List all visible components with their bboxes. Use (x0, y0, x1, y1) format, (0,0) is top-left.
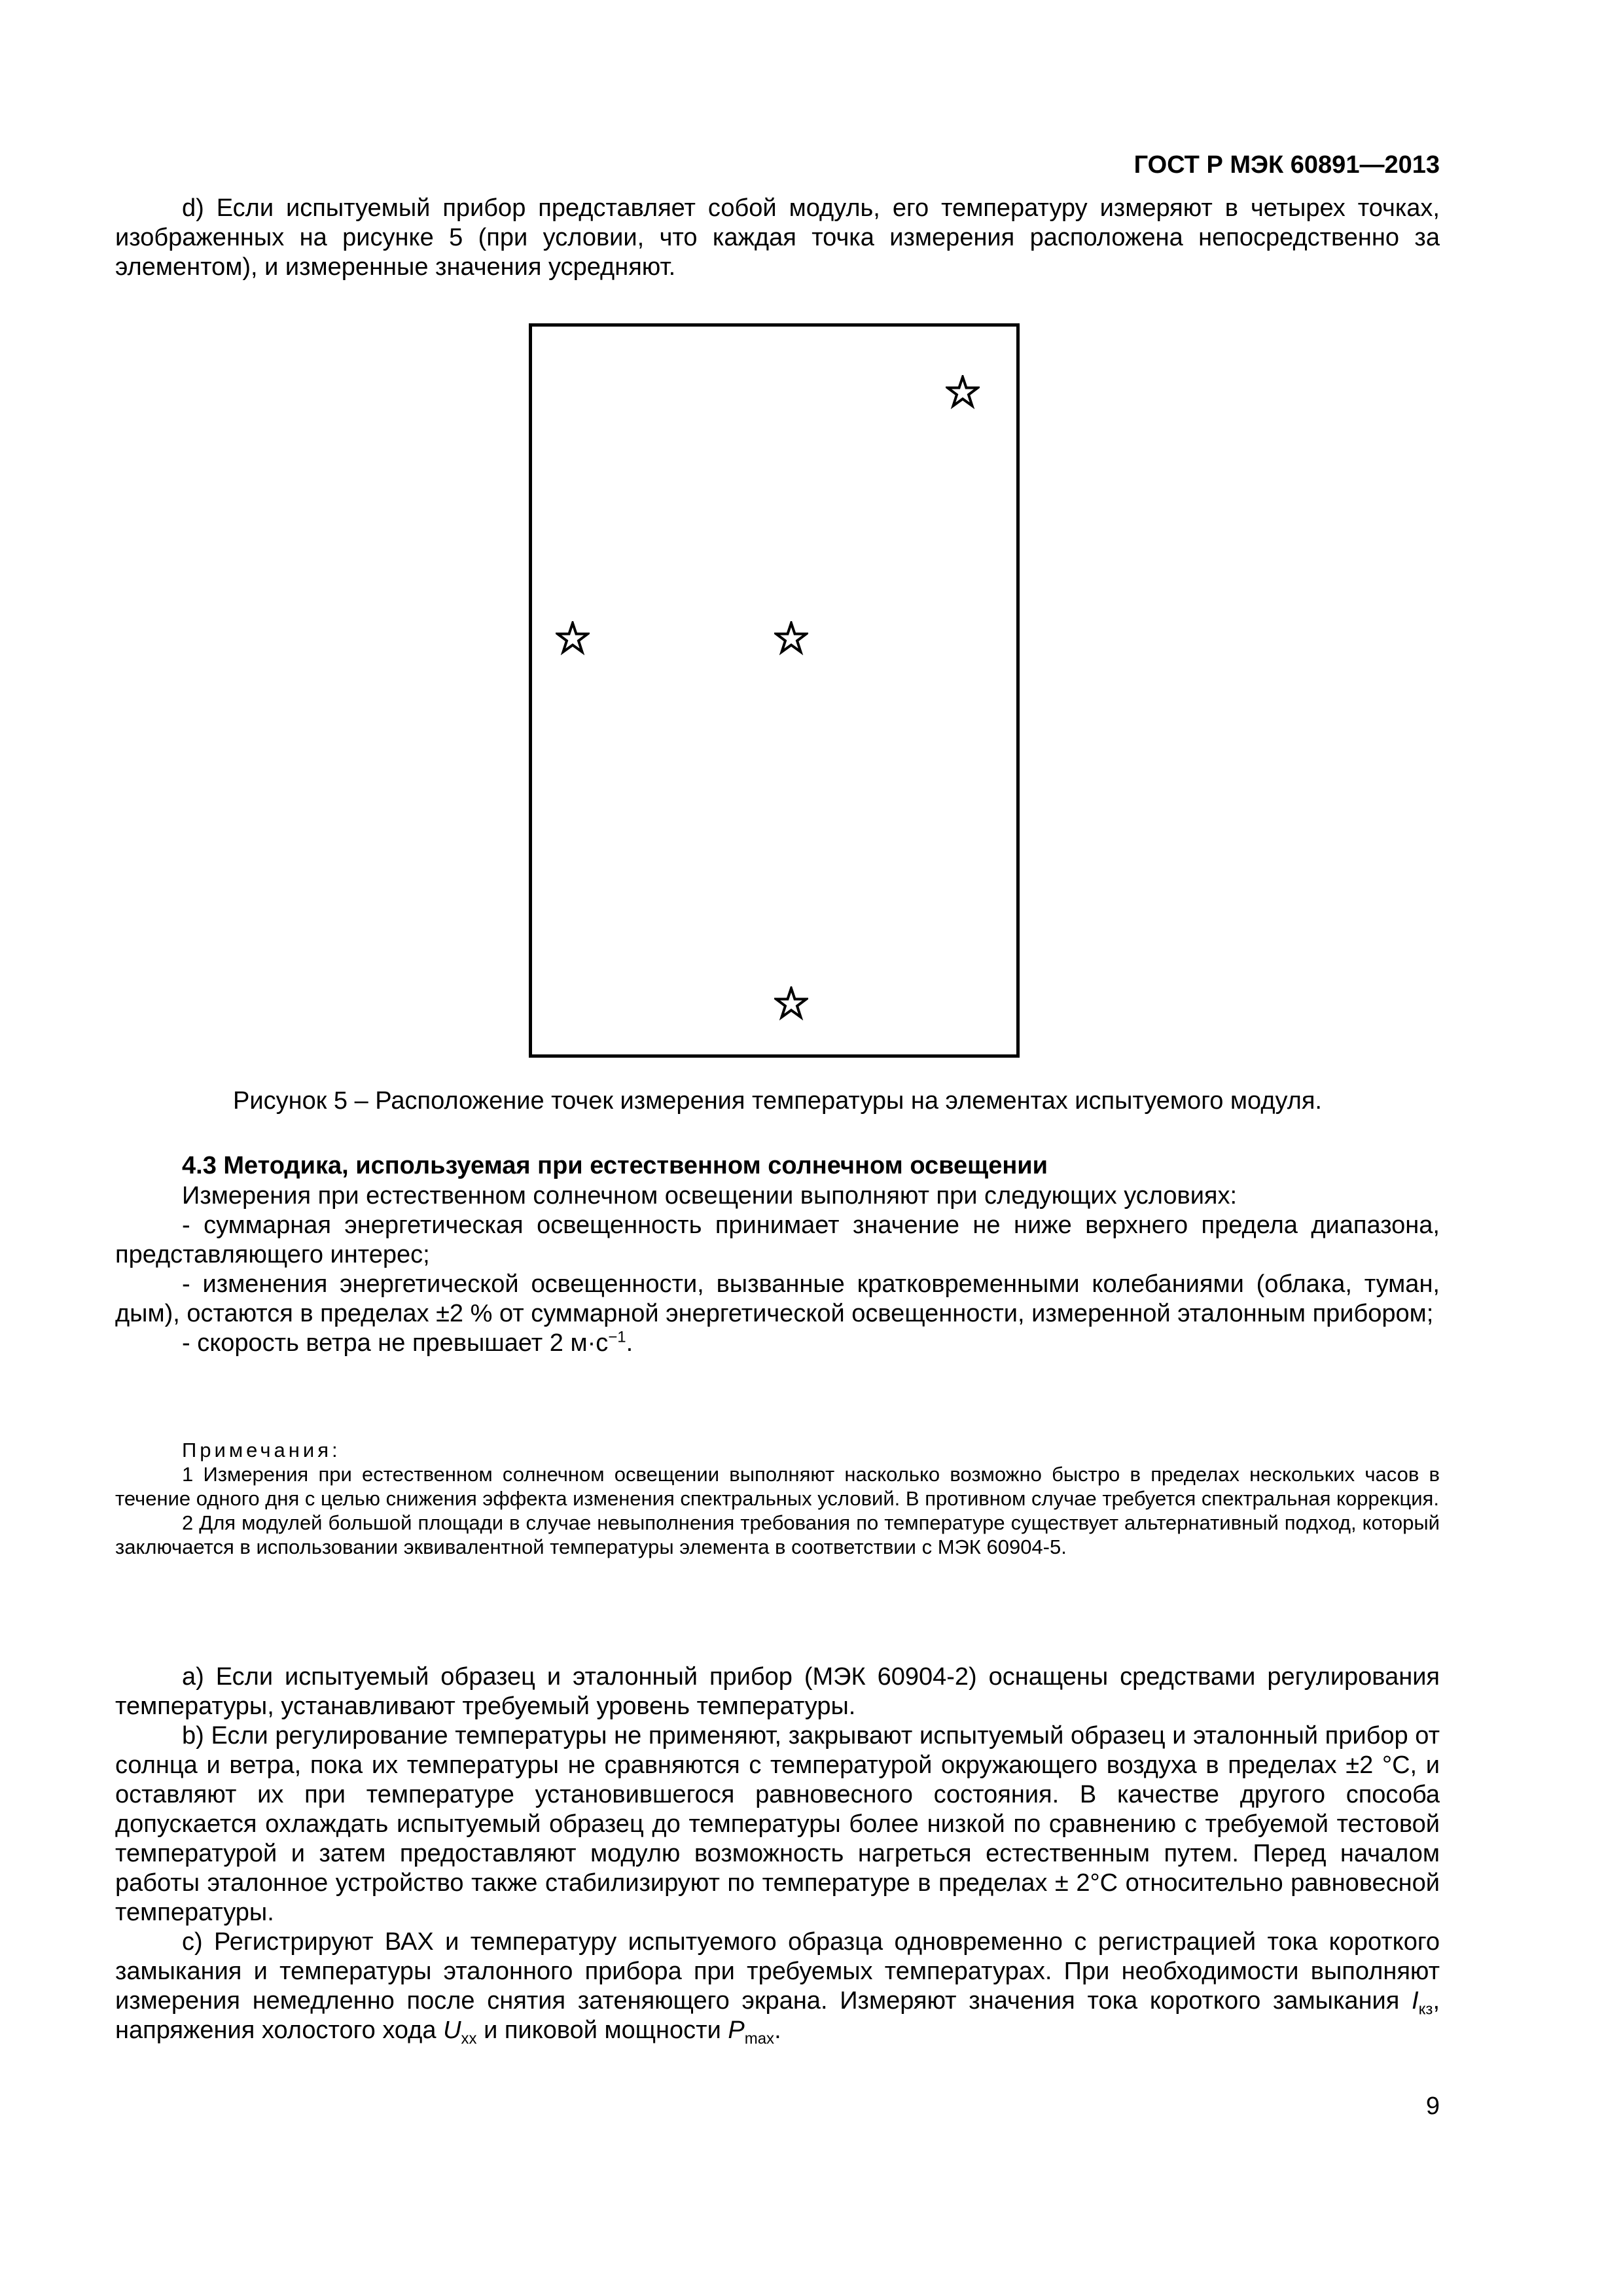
procedure-section (115, 1662, 1440, 2048)
isc-symbol: I (1412, 1987, 1419, 2015)
notes-title: Примечания: (182, 1439, 341, 1462)
wind-condition-text: - скорость ветра не превышает 2 м·с (182, 1329, 609, 1357)
document-header: ГОСТ Р МЭК 60891—2013 (1133, 151, 1440, 179)
star-outline-icon (946, 375, 980, 409)
pmax-symbol: P (728, 2017, 745, 2044)
module-diagram (529, 323, 1020, 1058)
notes-section (115, 1438, 1440, 1559)
paragraph-c-text: с) Регистрируют ВАХ и температуру испытуемого образца одновременно с регистрацией тока короткого замыкания и температуры эталонного прибора при требуемых температурах. При необходимости выполняют измерения немедленно после снятия затеняющего экрана. Измеряют значения тока короткого замыкания (115, 1928, 1440, 2015)
wind-condition-end: . (626, 1329, 633, 1357)
star-outline-icon (556, 621, 590, 655)
figure-caption: Рисунок 5 – Расположение точек измерения температуры на элементах испытуемого модуля. (233, 1087, 1322, 1115)
star-outline-icon (774, 986, 808, 1020)
page-number: 9 (1425, 2092, 1440, 2120)
wind-exponent: −1 (608, 1328, 626, 1346)
section-heading: 4.3 Методика, используемая при естественном солнечном освещении (182, 1152, 1048, 1179)
uoc-subscript: хх (461, 2030, 477, 2048)
intro-section (115, 194, 1440, 282)
paragraph-c (115, 1928, 1440, 2048)
star-outline-icon (774, 621, 808, 655)
paragraph-c-text: и пиковой мощности (476, 2017, 728, 2044)
conditions-list (115, 1181, 1440, 1358)
paragraph-a: а) Если испытуемый образец и эталонный прибор (МЭК 60904-2) оснащены средствами регулирования температуры, устанавливают требуемый уровень температуры. (115, 1663, 1440, 1720)
paragraph-c-text: , напряжения холостого хода (115, 1987, 1440, 2044)
condition-item: - изменения энергетической освещенности, вызванные кратковременными колебаниями (облака, туман, дым), остаются в пределах ±2 % от суммарной энергетической освещенности, измеренной эталонным прибором; (115, 1270, 1440, 1327)
isc-subscript: кз (1418, 2000, 1433, 2018)
condition-item: - суммарная энергетическая освещенность принимает значение не ниже верхнего предела диапазона, представляющего интерес; (115, 1211, 1440, 1268)
condition-item (115, 1329, 1440, 1358)
paragraph-c-end: . (774, 2017, 781, 2044)
uoc-symbol: U (443, 2017, 461, 2044)
note-2: 2 Для модулей большой площади в случае невыполнения требования по температуре существует альтернативный подход, который заключается в использовании эквивалентной температуры элемента в соответствии с МЭК 60904-5. (115, 1511, 1440, 1558)
conditions-intro: Измерения при естественном солнечном освещении выполняют при следующих условиях: (182, 1182, 1238, 1210)
paragraph-b: b) Если регулирование температуры не применяют, закрывают испытуемый образец и эталонный прибор от солнца и ветра, пока их температуры не сравняются с температурой окружающего воздуха в пределах ±2 °С, и оставляют их при температуре установившегося равновесного состояния. В качестве другого способа допускается охлаждать испытуемый образец до температуры более низкой по сравнению с требуемой тестовой температурой и затем предоставляют модулю возможность нагреться естественным путем. Перед началом работы эталонное устройство также стабилизируют по температуре в пределах ± 2°С относительно равновесной температуры. (115, 1722, 1440, 1926)
note-1: 1 Измерения при естественном солнечном освещении выполняют насколько возможно быстро в пределах нескольких часов в течение одного дня с целью снижения эффекта изменения спектральных условий. В противном случае требуется спектральная коррекция. (115, 1463, 1440, 1510)
pmax-subscript: max (744, 2030, 775, 2048)
paragraph-d: d) Если испытуемый прибор представляет собой модуль, его температуру измеряют в четырех точках, изображенных на рисунке 5 (при условии, что каждая точка измерения расположена непосредственно за элементом), и измеренные значения усредняют. (115, 194, 1440, 281)
